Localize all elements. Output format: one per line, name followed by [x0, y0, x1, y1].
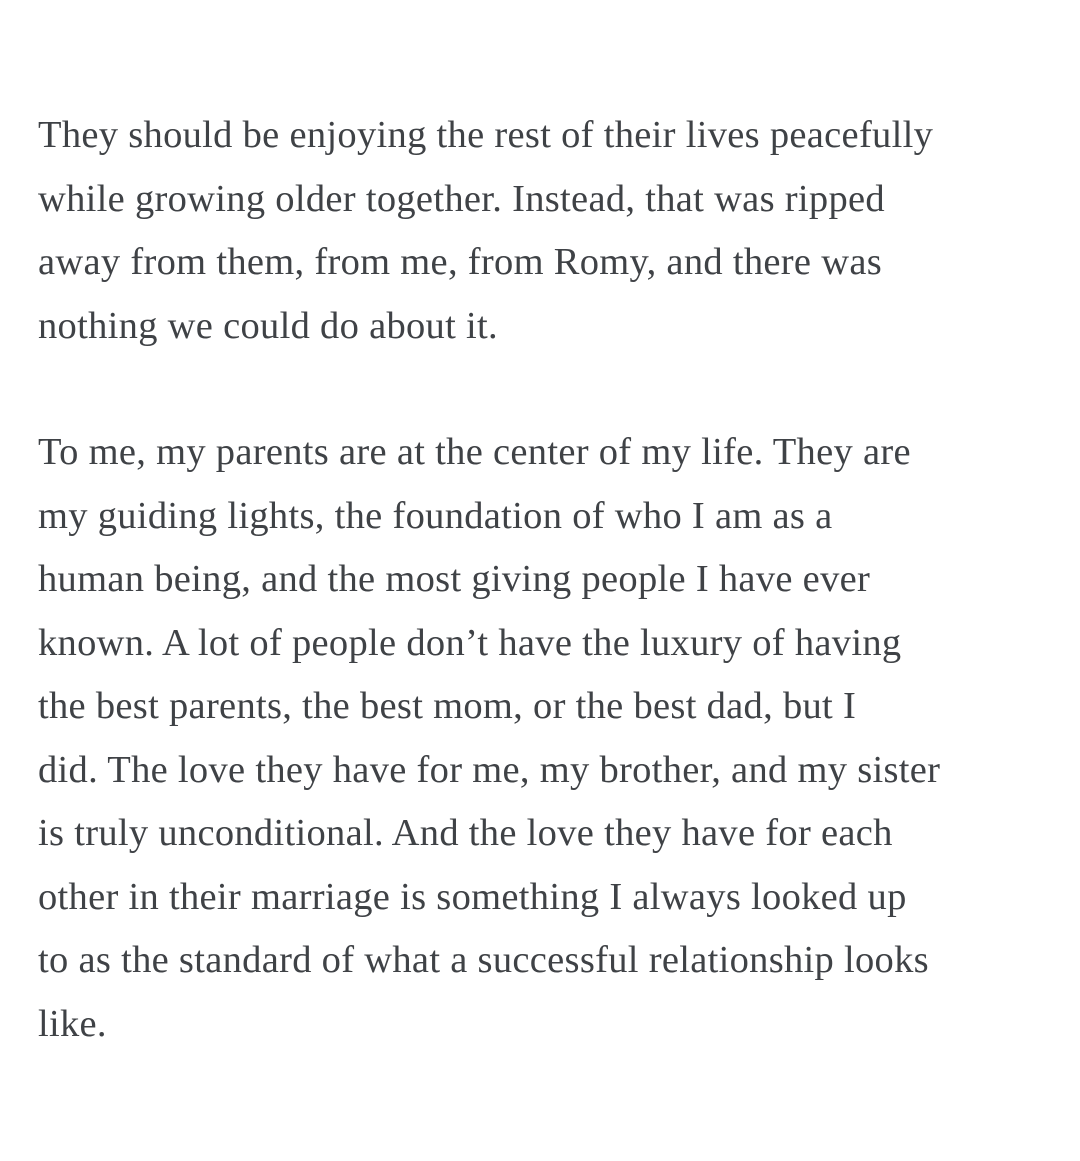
paragraph-2-line: like. [38, 1002, 107, 1045]
paragraph-1-line: away from them, from me, from Romy, and there was [38, 241, 882, 283]
paragraph-2-line: to as the standard of what a successful relationship looks [38, 939, 929, 981]
paragraph-2-line: the best parents, the best mom, or the best dad, but I [38, 685, 857, 727]
paragraph-2-line: known. A lot of people don’t have the luxury of having [38, 621, 902, 664]
paragraph-2-line: is truly unconditional. And the love they have for each [38, 812, 893, 854]
paragraph-1 [38, 104, 1050, 358]
paragraph-2 [38, 421, 1050, 1056]
paragraph-1-line: nothing we could do about it. [38, 304, 498, 347]
paragraph-1-line: They should be enjoying the rest of their lives peacefully [38, 114, 934, 156]
paragraph-2-line: other in their marriage is something I always looked up [38, 875, 907, 918]
paragraph-2-line: my guiding lights, the foundation of who I am as a [38, 494, 833, 537]
paragraph-2-line: human being, and the most giving people I have ever [38, 558, 871, 600]
paragraph-2-line: did. The love they have for me, my brother, and my sister [38, 748, 941, 791]
paragraph-1-line: while growing older together. Instead, that was ripped [38, 177, 885, 220]
paragraph-2-line: To me, my parents are at the center of my life. They are [38, 431, 911, 473]
